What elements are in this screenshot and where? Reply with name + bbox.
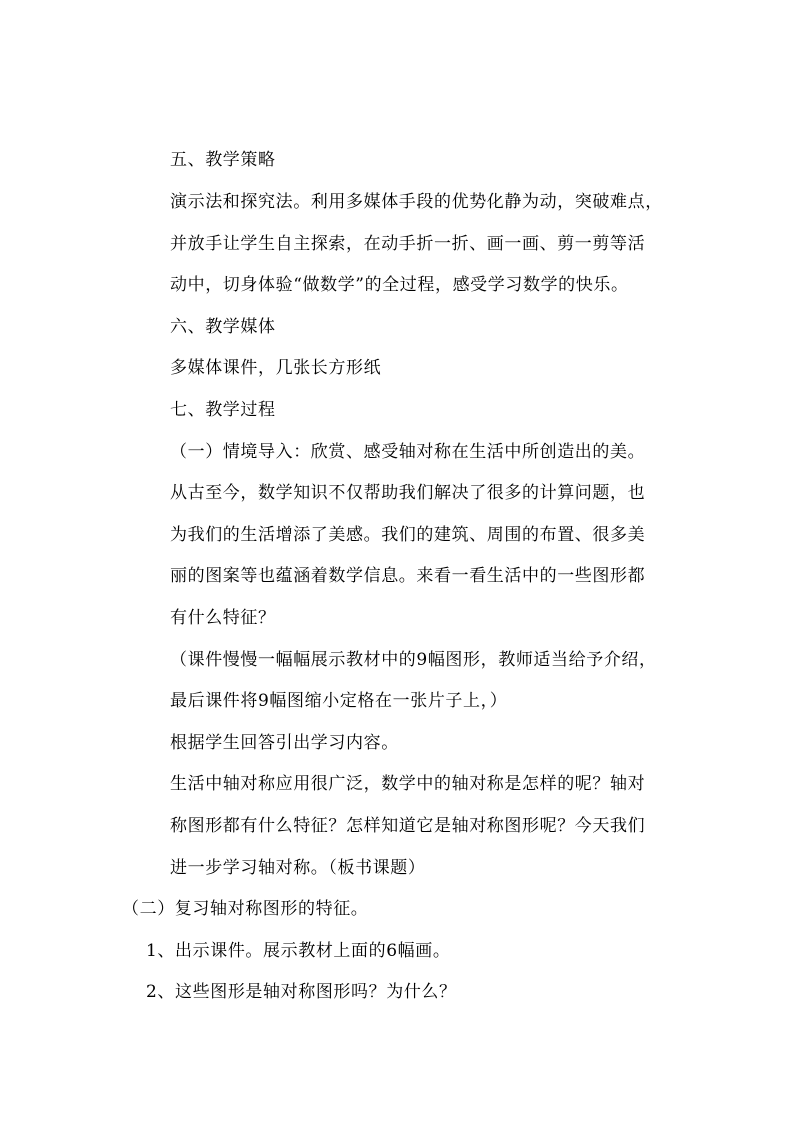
paragraph-line: 并放手让学生自主探索，在动手折一折、画一画、剪一剪等活 [170,234,646,254]
paragraph-line: 动中，切身体验“做数学”的全过程，感受学习数学的快乐。 [170,275,629,295]
list-item: 1、出示课件。展示教材上面的6幅画。 [146,941,451,961]
paragraph-line: 根据学生回答引出学习内容。 [170,733,399,753]
paragraph-line: 称图形都有什么特征？怎样知道它是轴对称图形呢？今天我们 [170,816,646,836]
paragraph-line: 有什么特征？ [170,608,276,628]
paragraph-line: 从古至今，数学知识不仅帮助我们解决了很多的计算问题，也 [170,483,646,503]
paragraph-line: 丽的图案等也蕴涵着数学信息。来看一看生活中的一些图形都 [170,566,646,586]
paragraph-line: 生活中轴对称应用很广泛，数学中的轴对称是怎样的呢？轴对 [170,774,646,794]
section-heading-teaching-media: 六、教学媒体 [170,317,276,337]
paragraph-line: 多媒体课件，几张长方形纸 [170,358,382,378]
list-item: 2、这些图形是轴对称图形吗？为什么？ [146,982,457,1002]
subsection-heading-scenario-intro: （一）情境导入：欣赏、感受轴对称在生活中所创造出的美。 [170,442,646,462]
section-heading-teaching-strategy: 五、教学策略 [170,150,276,170]
paragraph-line: 演示法和探究法。利用多媒体手段的优势化静为动，突破难点， [170,192,663,212]
section-heading-teaching-process: 七、教学过程 [170,400,276,420]
subsection-heading-review: （二）复习轴对称图形的特征。 [122,899,369,919]
paragraph-line: （课件慢慢一幅幅展示教材中的9幅图形，教师适当给予介绍， [170,650,657,670]
paragraph-line: 为我们的生活增添了美感。我们的建筑、周围的布置、很多美 [170,525,646,545]
paragraph-line: 最后课件将9幅图缩小定格在一张片子上，） [170,691,508,711]
paragraph-line: 进一步学习轴对称。（板书课题） [170,858,426,878]
